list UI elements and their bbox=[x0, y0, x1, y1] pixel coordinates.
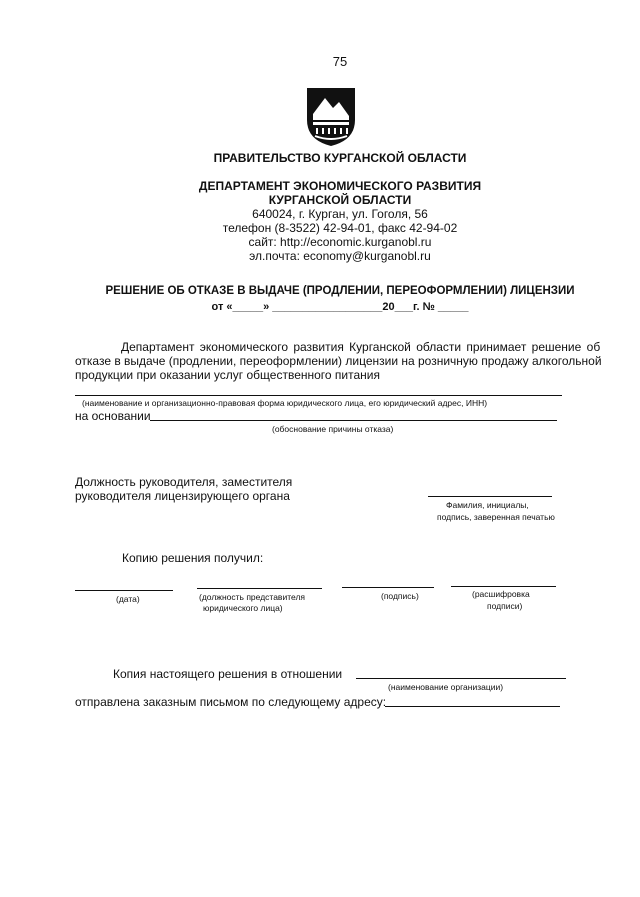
body-line-2: отказе в выдаче (продлении, переоформлении) лицензии на розничную продажу алкогольной bbox=[75, 354, 602, 368]
copy-address-line[interactable] bbox=[385, 706, 560, 707]
signatory-position-line1: Должность руководителя, заместителя bbox=[75, 475, 293, 489]
department-email: эл.почта: economy@kurganobl.ru bbox=[249, 249, 431, 263]
copy-organization-caption: (наименование организации) bbox=[388, 682, 504, 692]
decision-title: РЕШЕНИЕ ОБ ОТКАЗЕ В ВЫДАЧЕ (ПРОДЛЕНИИ, ПЕРЕОФОРМЛЕНИИ) ЛИЦЕНЗИИ bbox=[105, 285, 575, 297]
basis-label: на основании bbox=[75, 409, 151, 423]
department-address: 640024, г. Курган, ул. Гоголя, 56 bbox=[252, 207, 428, 221]
basis-caption: (обоснование причины отказа) bbox=[272, 424, 394, 434]
signatory-caption-2: подпись, заверенная печатью bbox=[437, 512, 555, 522]
signatory-caption-1: Фамилия, инициалы, bbox=[446, 500, 529, 510]
receipt-signature-caption: (подпись) bbox=[381, 591, 419, 601]
organization-caption: (наименование и организационно-правовая форма юридического лица, его юридический адрес, ИНН) bbox=[82, 398, 488, 408]
coat-of-arms-icon bbox=[303, 84, 359, 148]
department-name-line2: КУРГАНСКОЙ ОБЛАСТИ bbox=[268, 193, 412, 207]
receipt-position-line[interactable] bbox=[197, 588, 322, 589]
receipt-position-caption-2: юридического лица) bbox=[203, 603, 283, 613]
receipt-signature-line[interactable] bbox=[342, 587, 434, 588]
copy-line-1: Копия настоящего решения в отношении bbox=[113, 667, 343, 681]
body-line-1: Департамент экономического развития Курганской области принимает решение об bbox=[121, 340, 601, 354]
copy-line-2: отправлена заказным письмом по следующему адресу: bbox=[75, 695, 387, 709]
receipt-decode-caption-2: подписи) bbox=[487, 601, 523, 611]
signatory-position-line2: руководителя лицензирующего органа bbox=[75, 489, 290, 503]
decision-date-line: от «_____» __________________20___г. № _____ bbox=[211, 301, 469, 313]
organization-blank-line[interactable] bbox=[75, 395, 562, 396]
receipt-title: Копию решения получил: bbox=[122, 551, 264, 565]
government-title: ПРАВИТЕЛЬСТВО КУРГАНСКОЙ ОБЛАСТИ bbox=[213, 151, 467, 165]
body-line-3: продукции при оказании услуг общественного питания bbox=[75, 368, 380, 382]
receipt-date-caption: (дата) bbox=[116, 594, 140, 604]
department-phones: телефон (8-3522) 42-94-01, факс 42-94-02 bbox=[222, 221, 458, 235]
signatory-blank-line[interactable] bbox=[428, 496, 552, 497]
receipt-decode-line[interactable] bbox=[451, 586, 556, 587]
page-number: 75 bbox=[332, 54, 348, 69]
department-name-line1: ДЕПАРТАМЕНТ ЭКОНОМИЧЕСКОГО РАЗВИТИЯ bbox=[198, 179, 482, 193]
basis-blank-line[interactable] bbox=[150, 420, 557, 421]
copy-organization-line[interactable] bbox=[356, 678, 566, 679]
department-site: сайт: http://economic.kurganobl.ru bbox=[248, 235, 432, 249]
receipt-date-line[interactable] bbox=[75, 590, 173, 591]
receipt-decode-caption-1: (расшифровка bbox=[472, 589, 530, 599]
receipt-position-caption-1: (должность представителя bbox=[199, 592, 306, 602]
